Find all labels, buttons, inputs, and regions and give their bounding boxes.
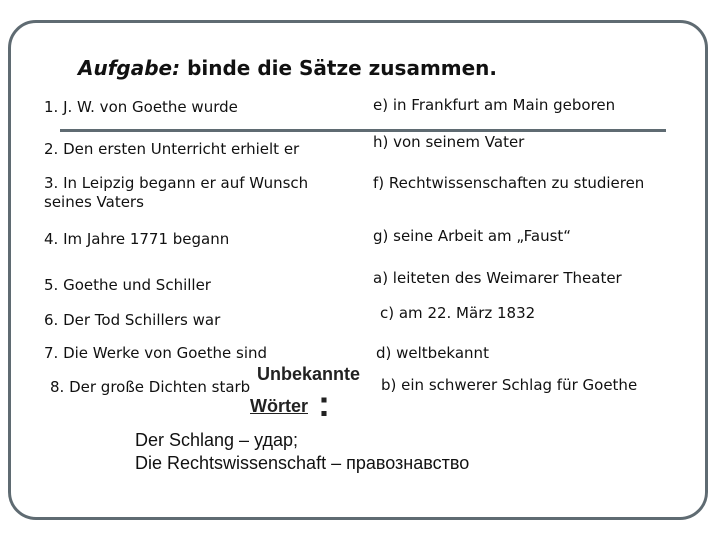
sentence-start-1: 1. J. W. von Goethe wurde bbox=[44, 98, 238, 116]
sentence-end-d: d) weltbekannt bbox=[376, 344, 489, 362]
sentence-end-a: a) leiteten des Weimarer Theater bbox=[373, 269, 622, 287]
vocab-heading-unknown: Unbekannte bbox=[257, 364, 361, 384]
sentence-start-4: 4. Im Jahre 1771 begann bbox=[44, 230, 230, 248]
sentence-start-5: 5. Goethe und Schiller bbox=[44, 276, 211, 294]
vocab-line-2: Die Rechtswissenschaft – правознавство bbox=[135, 453, 470, 473]
vocab-heading-words: Wörter bbox=[250, 396, 308, 416]
sentence-start-8: 8. Der große Dichten starb bbox=[50, 378, 251, 396]
sentence-end-c: c) am 22. März 1832 bbox=[380, 304, 536, 322]
sentence-start-2: 2. Den ersten Unterricht erhielt er bbox=[44, 140, 300, 158]
task-title-lead: Aufgabe: bbox=[78, 56, 181, 80]
sentence-end-e: e) in Frankfurt am Main geboren bbox=[373, 96, 616, 114]
task-title bbox=[78, 56, 497, 80]
sentence-end-h: h) von seinem Vater bbox=[373, 133, 525, 151]
sentence-start-7: 7. Die Werke von Goethe sind bbox=[44, 344, 268, 362]
sentence-start-6: 6. Der Tod Schillers war bbox=[44, 311, 221, 329]
sentence-end-g: g) seine Arbeit am „Faust“ bbox=[373, 227, 572, 245]
sentence-end-f: f) Rechtwissenschaften zu studieren bbox=[373, 174, 645, 192]
sentence-end-b: b) ein schwerer Schlag für Goethe bbox=[381, 376, 638, 394]
divider-line bbox=[60, 129, 666, 132]
task-title-text: binde die Sätze zusammen. bbox=[187, 56, 498, 80]
sentence-start-3: 3. In Leipzig begann er auf Wunsch seines Vaters bbox=[44, 174, 309, 211]
vocab-line-1: Der Schlang – удар; bbox=[135, 430, 298, 450]
vocab-heading-colon: : bbox=[318, 383, 330, 424]
